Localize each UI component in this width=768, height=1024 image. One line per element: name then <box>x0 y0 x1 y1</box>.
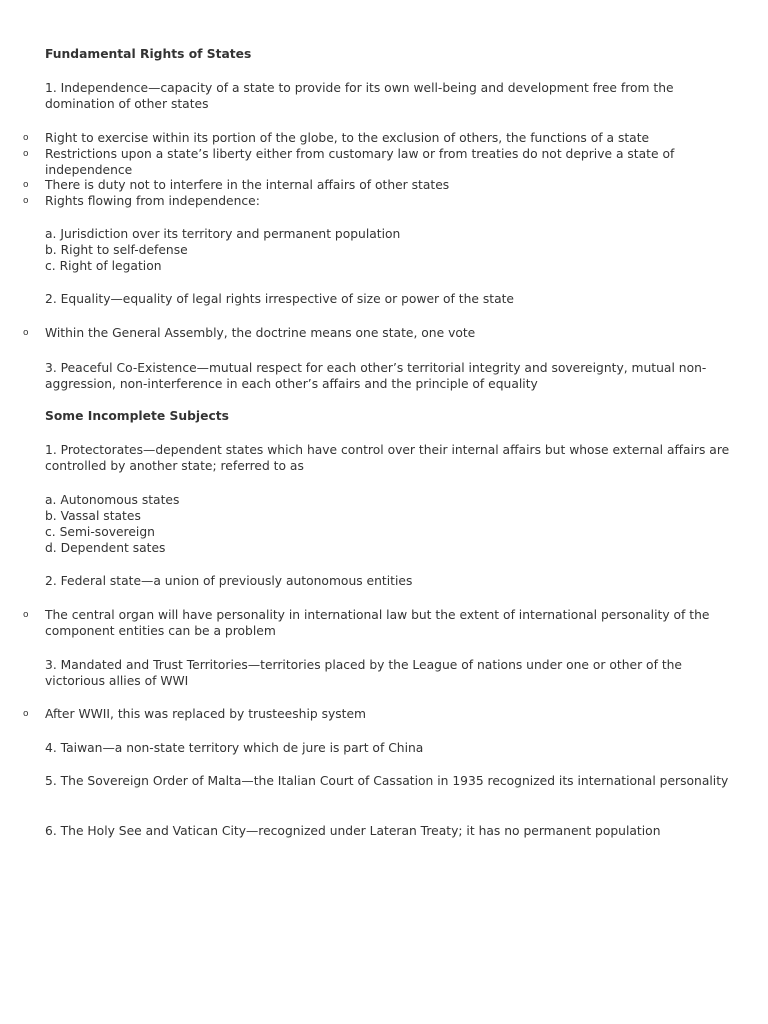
section-heading: Fundamental Rights of States <box>45 47 252 61</box>
paragraph-equality: 2. Equality—equality of legal rights irrespective of size or power of the state <box>45 292 514 306</box>
bullet-text: There is duty not to interfere in the internal affairs of other states <box>45 178 450 192</box>
paragraph-peaceful-coexistence: 3. Peaceful Co-Existence—mutual respect for each other’s territorial integrity and sovereignty, mutual non-aggression, non-interference in each other’s affairs and the principle of equality <box>45 361 707 391</box>
bullet-text: Within the General Assembly, the doctrine means one state, one vote <box>45 326 476 340</box>
bullet-marker: o <box>23 133 29 143</box>
sublist-item: a. Autonomous states <box>45 493 180 507</box>
bullet-marker: o <box>23 180 29 190</box>
bullet-text: Right to exercise within its portion of the globe, to the exclusion of others, the functions of a state <box>45 131 650 145</box>
bullet-marker: o <box>23 196 29 206</box>
bullet-text: The central organ will have personality in international law but the extent of international personality of the component entities can be a problem <box>45 608 710 638</box>
sublist-item: c. Right of legation <box>45 259 162 273</box>
paragraph-independence: 1. Independence—capacity of a state to provide for its own well-being and development free from the domination of other states <box>45 81 674 111</box>
sublist-item: b. Vassal states <box>45 509 141 523</box>
bullet-text: Restrictions upon a state’s liberty either from customary law or from treaties do not deprive a state of independence <box>45 147 675 177</box>
bullet-text: Rights flowing from independence: <box>45 194 260 208</box>
sublist-item: d. Dependent sates <box>45 541 166 555</box>
sublist <box>45 226 730 274</box>
paragraph-taiwan: 4. Taiwan—a non-state territory which de jure is part of China <box>45 741 424 755</box>
paragraph-protectorates: 1. Protectorates—dependent states which have control over their internal affairs but whose external affairs are controlled by another state; referred to as <box>45 443 730 473</box>
bullet-item <box>23 607 730 639</box>
paragraph-order-of-malta: 5. The Sovereign Order of Malta—the Italian Court of Cassation in 1935 recognized its international personality <box>45 774 729 788</box>
paragraph-mandated-territories: 3. Mandated and Trust Territories—territories placed by the League of nations under one or other of the victorious allies of WWI <box>45 658 682 688</box>
sublist-item: c. Semi-sovereign <box>45 525 155 539</box>
bullet-item <box>23 706 730 722</box>
bullet-marker: o <box>23 610 29 620</box>
sublist-item: a. Jurisdiction over its territory and permanent population <box>45 227 401 241</box>
bullet-text: After WWII, this was replaced by trusteeship system <box>45 707 367 721</box>
bullet-item <box>23 146 730 178</box>
bullet-item <box>23 193 730 209</box>
bullet-item <box>23 130 730 146</box>
bullet-marker: o <box>23 709 29 719</box>
sublist <box>45 492 730 556</box>
bullet-item <box>23 177 730 193</box>
bullet-marker: o <box>23 149 29 159</box>
bullet-item <box>23 325 730 341</box>
bullet-marker: o <box>23 328 29 338</box>
section-heading: Some Incomplete Subjects <box>45 409 229 423</box>
paragraph-holy-see: 6. The Holy See and Vatican City—recognized under Lateran Treaty; it has no permanent population <box>45 824 661 838</box>
paragraph-federal-state: 2. Federal state—a union of previously autonomous entities <box>45 574 413 588</box>
sublist-item: b. Right to self-defense <box>45 243 188 257</box>
